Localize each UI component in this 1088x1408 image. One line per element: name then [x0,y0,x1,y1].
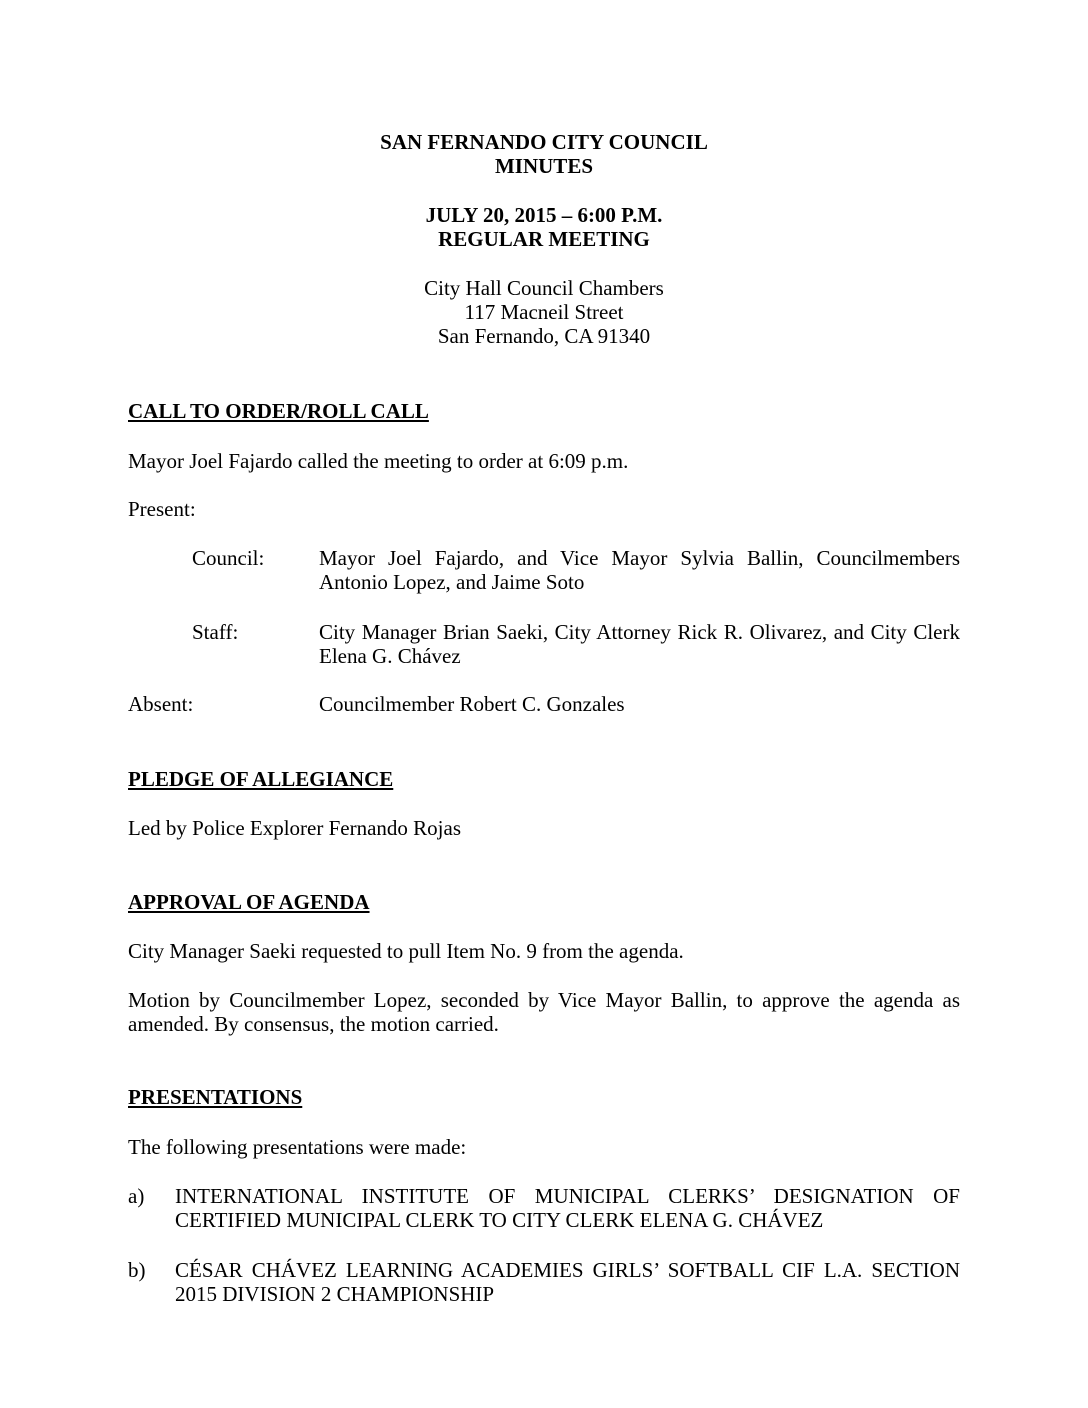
meeting-address [0,276,1088,348]
present-label: Present: [128,497,196,521]
address-line: City Hall Council Chambers [424,276,664,300]
call-to-order-text: Mayor Joel Fajardo called the meeting to order at 6:09 p.m. [128,449,629,473]
agenda-text: City Manager Saeki requested to pull Item No. 9 from the agenda. [128,939,684,963]
council-title: SAN FERNANDO CITY COUNCIL [380,130,708,154]
presentation-item: INTERNATIONAL INSTITUTE OF MUNICIPAL CLERKS’ DESIGNATION OF CERTIFIED MUNICIPAL CLERK TO CITY CLERK ELENA G. CHÁVEZ [175,1184,960,1232]
meeting-type: REGULAR MEETING [438,227,650,251]
list-marker: b) [128,1258,146,1282]
call-to-order-heading: CALL TO ORDER/ROLL CALL [128,399,429,423]
presentations-heading: PRESENTATIONS [128,1085,303,1109]
address-line: 117 Macneil Street [464,300,624,324]
pledge-text: Led by Police Explorer Fernando Rojas [128,816,462,840]
staff-members: City Manager Brian Saeki, City Attorney Rick R. Olivarez, and City Clerk Elena G. Chávez [319,620,960,668]
address-line: San Fernando, CA 91340 [437,324,651,348]
absent-members: Councilmember Robert C. Gonzales [319,692,625,716]
absent-label: Absent: [128,692,194,716]
presentations-intro: The following presentations were made: [128,1135,467,1159]
council-label: Council: [192,546,265,570]
presentation-item: CÉSAR CHÁVEZ LEARNING ACADEMIES GIRLS’ SOFTBALL CIF L.A. SECTION 2015 DIVISION 2 CHAMPIONSHIP [175,1258,960,1306]
pledge-heading: PLEDGE OF ALLEGIANCE [128,767,394,791]
meeting-info [0,203,1088,251]
document-type: MINUTES [494,154,594,178]
list-marker: a) [128,1184,145,1208]
document-header [0,130,1088,178]
agenda-heading: APPROVAL OF AGENDA [128,890,370,914]
staff-label: Staff: [192,620,239,644]
agenda-motion: Motion by Councilmember Lopez, seconded by Vice Mayor Ballin, to approve the agenda as amended. By consensus, the motion carried. [128,988,960,1036]
meeting-date: JULY 20, 2015 – 6:00 P.M. [425,203,663,227]
council-members: Mayor Joel Fajardo, and Vice Mayor Sylvia Ballin, Councilmembers Antonio Lopez, and Jaime Soto [319,546,960,594]
